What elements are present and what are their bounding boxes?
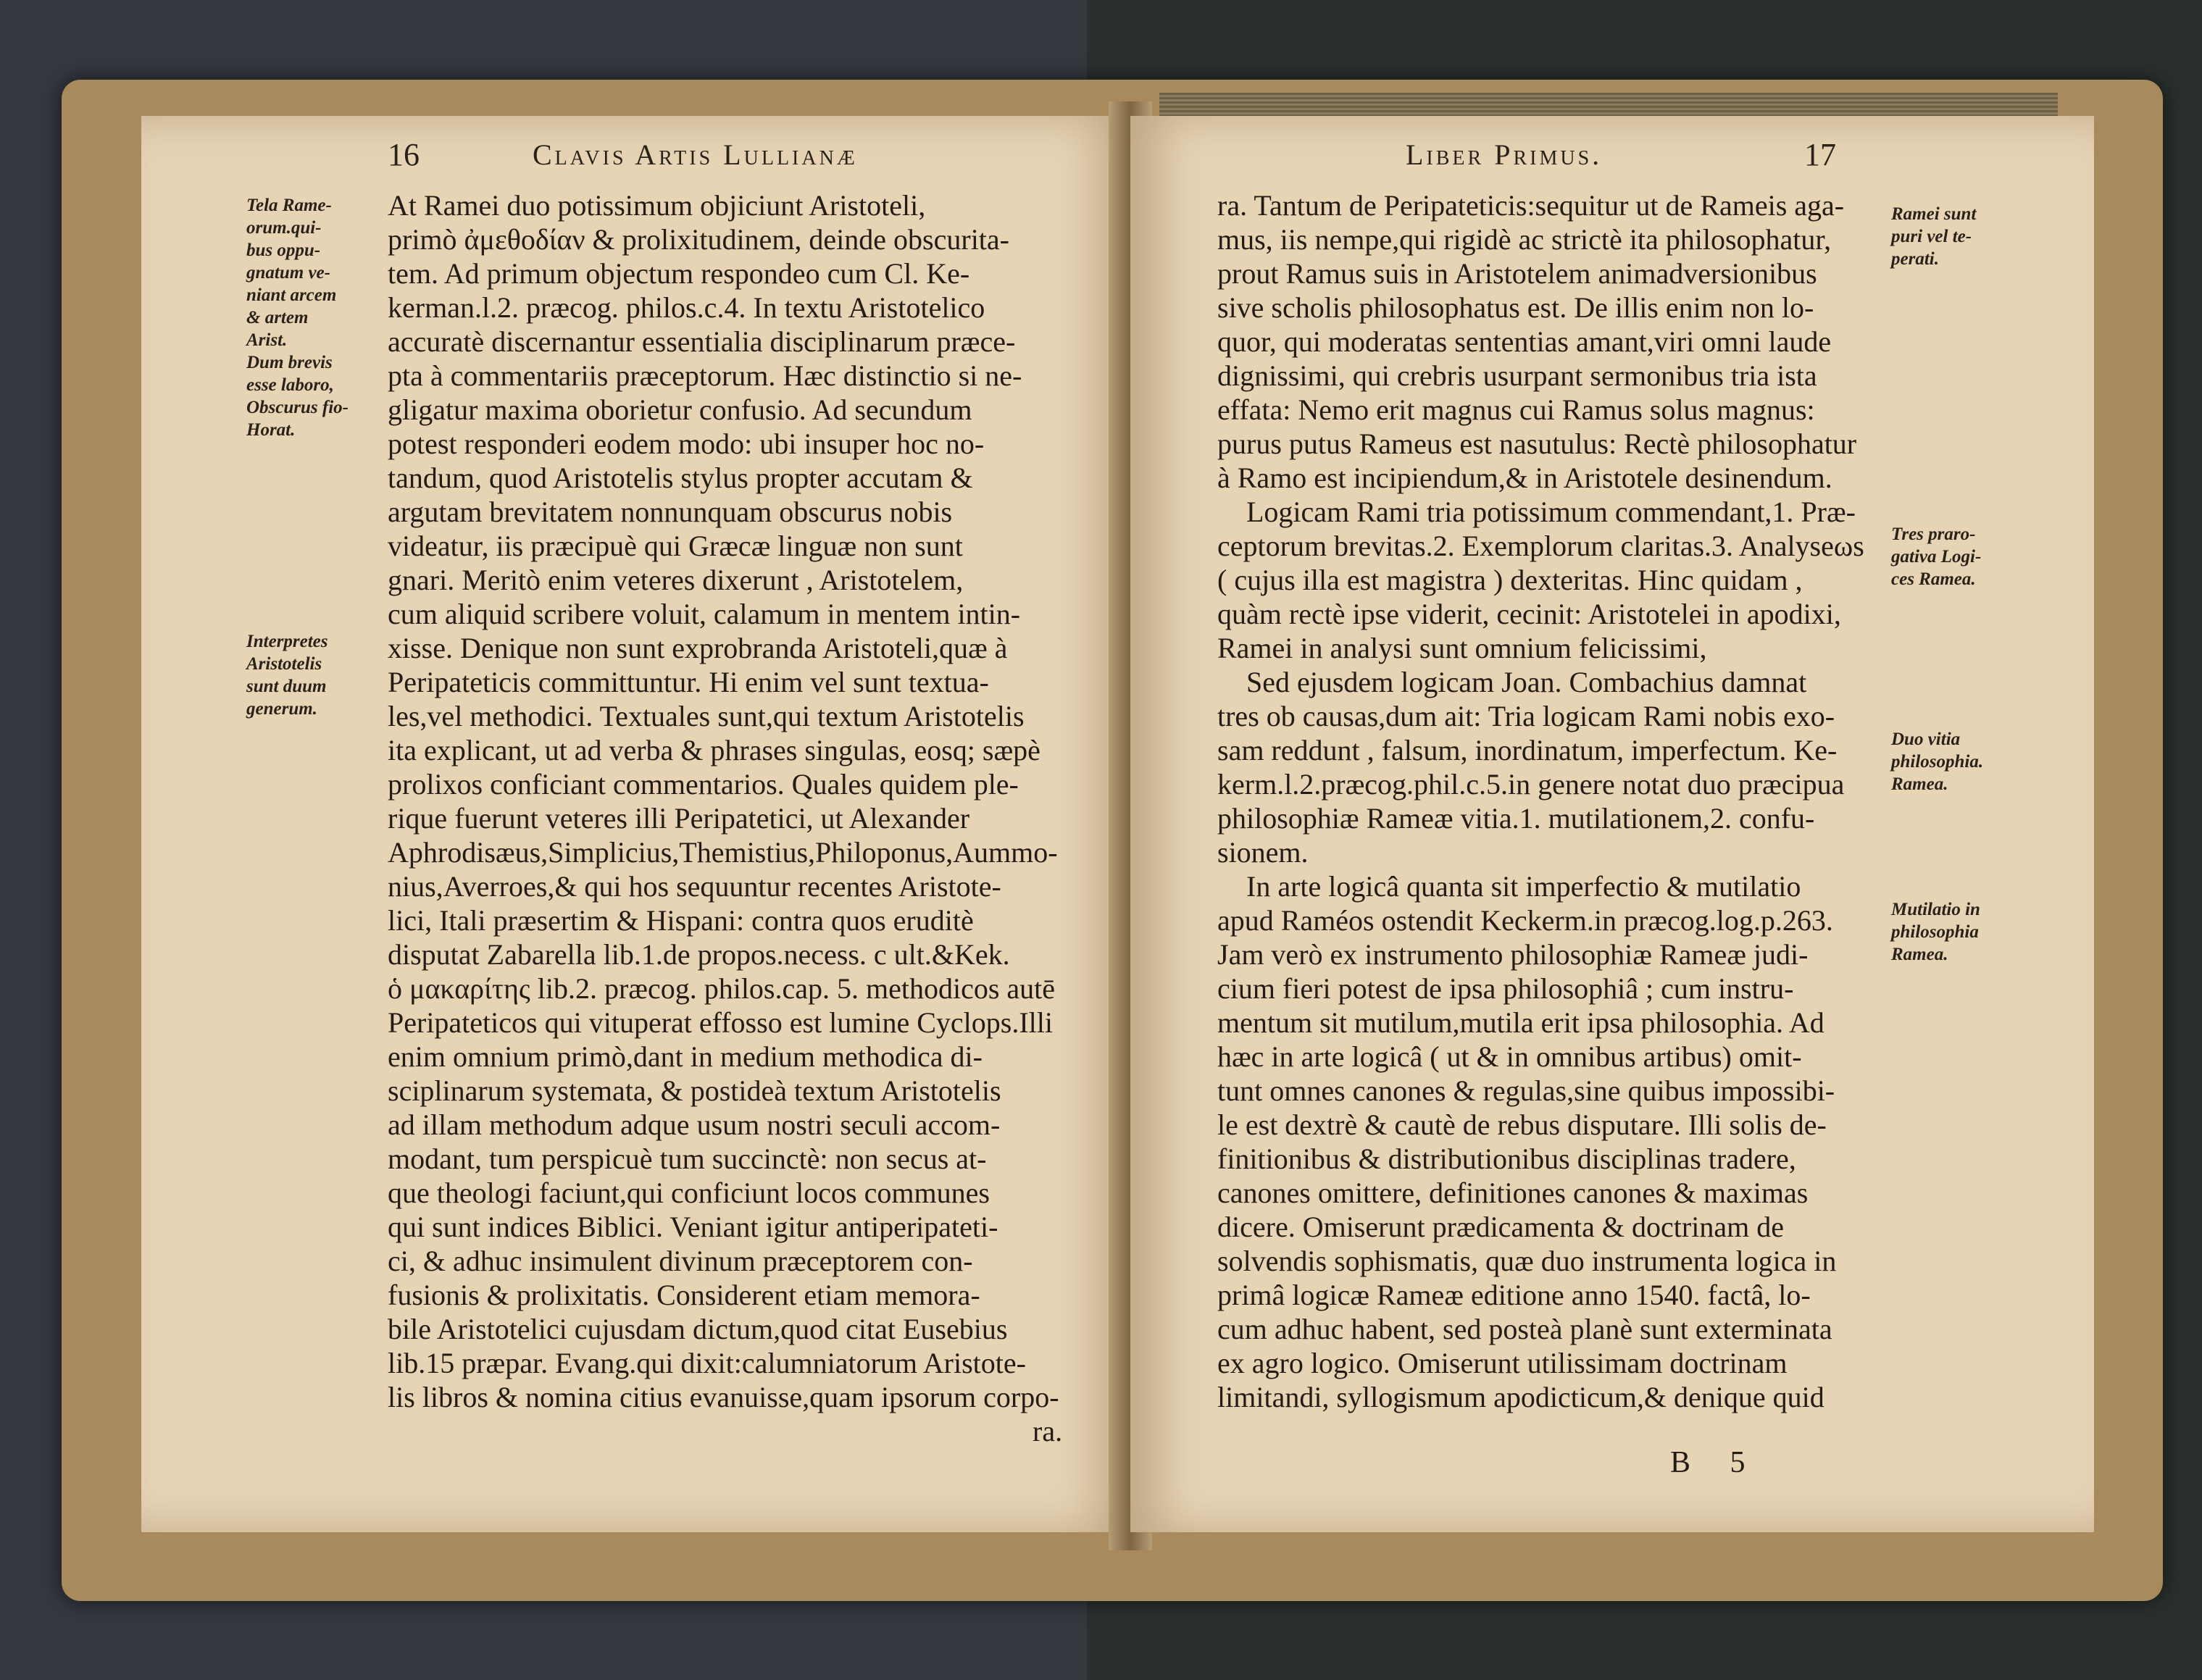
margin-note-line: sunt duum <box>246 677 327 696</box>
margin-note-line: Tres praro- <box>1891 525 1976 544</box>
text-line: bile Aristotelici cujusdam dictum,quod citat Eusebius <box>388 1313 1008 1345</box>
margin-note <box>1891 728 1983 795</box>
text-line: dicere. Omiserunt prædicamenta & doctrinam de <box>1217 1211 1784 1243</box>
margin-note-line: perati. <box>1891 249 1939 269</box>
margin-note-line: esse laboro, <box>246 375 334 395</box>
text-line: le est dextrè & cautè de rebus disputare. Illi solis de- <box>1217 1108 1827 1141</box>
text-line: cum aliquid scribere voluit, calamum in mentem intin- <box>388 598 1021 630</box>
margin-note <box>1891 203 1976 270</box>
right-page <box>1130 116 2094 1532</box>
text-line: Ramei in analysi sunt omnium felicissimi, <box>1217 632 1707 664</box>
text-line: mentum sit mutilum,mutila erit ipsa philosophia. Ad <box>1217 1006 1824 1039</box>
text-line: tem. Ad primum objectum respondeo cum Cl. Ke- <box>388 257 970 290</box>
margin-note-line: niant arcem <box>246 285 337 305</box>
page-number: 16 <box>388 137 420 172</box>
text-line: qui sunt indices Biblici. Veniant igitur antiperipateti- <box>388 1211 998 1243</box>
margin-note-line: Tela Rame- <box>246 196 332 215</box>
text-line: enim omnium primò,dant in medium methodica di- <box>388 1040 983 1073</box>
margin-note-line: generum. <box>246 699 317 719</box>
margin-note-line: & artem <box>246 308 309 327</box>
text-line: les,vel methodici. Textuales sunt,qui textum Aristotelis <box>388 700 1025 732</box>
margin-note <box>246 194 349 441</box>
text-line: lici, Itali præsertim & Hispani: contra quos eruditè <box>388 904 974 937</box>
text-line: mus, iis nempe,qui rigidè ac strictè ita philosophatur, <box>1217 223 1832 256</box>
text-line: cum adhuc habent, sed posteà planè sunt exterminata <box>1217 1313 1832 1345</box>
text-line: ὁ μακαρίτης lib.2. præcog. philos.cap. 5. methodicos autē <box>388 972 1056 1005</box>
margin-note <box>1891 898 1980 966</box>
text-line: Peripateticos qui vituperat effosso est lumine Cyclops.Illi <box>388 1006 1053 1039</box>
text-line: apud Raméos ostendit Keckerm.in præcog.log.p.263. <box>1217 904 1833 937</box>
margin-note-line: Ramei sunt <box>1891 204 1977 224</box>
text-line: purus putus Rameus est nasutulus: Rectè philosophatur <box>1217 427 1857 460</box>
margin-note-line: Ramea. <box>1891 945 1948 964</box>
text-line: Jam verò ex instrumento philosophiæ Rameæ judi- <box>1217 938 1809 971</box>
margin-note-line: orum.qui- <box>246 218 322 238</box>
running-head: Clavis Artis Lullianæ <box>533 138 858 171</box>
text-line: ex agro logico. Omiserunt utilissimam doctrinam <box>1217 1347 1788 1379</box>
text-line: argutam brevitatem nonnunquam obscurus nobis <box>388 496 953 528</box>
margin-note-line: Mutilatio in <box>1891 900 1980 919</box>
margin-note-line: philosophia <box>1891 922 1979 942</box>
margin-note-line: ces Ramea. <box>1891 569 1976 589</box>
margin-note-line: Horat. <box>246 420 296 440</box>
text-line: que theologi faciunt,qui conficiunt locos communes <box>388 1177 990 1209</box>
text-line: ra. Tantum de Peripateticis:sequitur ut de Rameis aga- <box>1217 189 1845 222</box>
running-head: Liber Primus. <box>1406 138 1603 171</box>
text-line: gnari. Meritò enim veteres dixerunt , Aristotelem, <box>388 564 964 596</box>
text-line: ci, & adhuc insimulent divinum præceptorem con- <box>388 1245 973 1277</box>
text-line: prolixos conficiant commentarios. Quales quidem ple- <box>388 768 1019 801</box>
text-line: potest responderi eodem modo: ubi insuper hoc no- <box>388 427 985 460</box>
page-number: 17 <box>1804 137 1836 172</box>
text-line: sive scholis philosophatus est. De illis enim non lo- <box>1217 291 1814 324</box>
text-line: sam reddunt , falsum, inordinatum, imperfectum. Ke- <box>1217 734 1838 766</box>
text-line: Peripateticis committuntur. Hi enim vel sunt textua- <box>388 666 989 698</box>
body-text <box>388 188 1098 1448</box>
text-line: videatur, iis præcipuè qui Græcæ linguæ non sunt <box>388 530 963 562</box>
left-page <box>141 116 1127 1532</box>
text-line: prout Ramus suis in Aristotelem animadversionibus <box>1217 257 1817 290</box>
text-line: modant, tum perspicuè tum succinctè: non secus at- <box>388 1142 987 1175</box>
text-line: lib.15 præpar. Evang.qui dixit:calumniatorum Aristote- <box>388 1347 1026 1379</box>
text-line: Sed ejusdem logicam Joan. Combachius damnat <box>1246 666 1807 698</box>
margin-note-line: Obscurus fio- <box>246 398 349 417</box>
text-line: limitandi, syllogismum apodicticum,& denique quid <box>1217 1381 1824 1413</box>
text-line: cium fieri potest de ipsa philosophiâ ; cum instru- <box>1217 972 1794 1005</box>
text-line: tres ob causas,dum ait: Tria logicam Rami nobis exo- <box>1217 700 1835 732</box>
text-line: lis libros & nomina citius evanuisse,quam ipsorum corpo- <box>388 1381 1059 1413</box>
text-line: quor, qui moderatas sententias amant,viri omni laude <box>1217 325 1832 358</box>
margin-note-line: bus oppu- <box>246 241 321 260</box>
margin-note <box>1891 523 1981 590</box>
text-line: finitionibus & distributionibus disciplinas tradere, <box>1217 1142 1796 1175</box>
text-line: gligatur maxima oborietur confusio. Ad secundum <box>388 393 972 426</box>
text-line: ita explicant, ut ad verba & phrases singulas, eosq; sæpè <box>388 734 1040 766</box>
text-line: canones omittere, definitiones canones & maximas <box>1217 1177 1809 1209</box>
text-line: pta à commentariis præceptorum. Hæc distinctio si ne- <box>388 359 1022 392</box>
catchword: ra. <box>1033 1415 1063 1447</box>
text-line: solvendis sophismatis, quæ duo instrumenta logica in <box>1217 1245 1837 1277</box>
text-line: hæc in arte logicâ ( ut & in omnibus artibus) omit- <box>1217 1040 1802 1073</box>
text-line: effata: Nemo erit magnus cui Ramus solus magnus: <box>1217 393 1815 426</box>
text-line: At Ramei duo potissimum objiciunt Aristoteli, <box>388 189 926 222</box>
text-line: primò ἀμεθοδίαν & prolixitudinem, deinde obscurita- <box>388 223 1009 256</box>
margin-note <box>246 630 328 720</box>
margin-note-line: Interpretes <box>246 632 328 651</box>
text-line: nius,Averroes,& qui hos sequuntur recentes Aristote- <box>388 870 1001 903</box>
text-line: rique fuerunt veteres illi Peripatetici, ut Alexander <box>388 802 970 835</box>
margin-note-line: gnatum ve- <box>246 263 330 283</box>
text-line: In arte logicâ quanta sit imperfectio & mutilatio <box>1246 870 1801 903</box>
text-line: Logicam Rami tria potissimum commendant,1. Præ- <box>1246 496 1856 528</box>
margin-note-line: Arist. <box>246 330 288 350</box>
text-line: xisse. Denique non sunt exprobranda Aristoteli,quæ à <box>388 632 1008 664</box>
margin-note-line: puri vel te- <box>1891 227 1972 246</box>
text-line: ad illam methodum adque usum nostri seculi accom- <box>388 1108 1001 1141</box>
text-line: Aphrodisæus,Simplicius,Themistius,Philoponus,Aummo- <box>388 836 1058 869</box>
text-line: fusionis & prolixitatis. Considerent etiam memora- <box>388 1279 980 1311</box>
body-text <box>1217 188 1891 1414</box>
margin-note-line: gativa Logi- <box>1891 547 1982 567</box>
text-line: philosophiæ Rameæ vitia.1. mutilationem,2. confu- <box>1217 802 1815 835</box>
text-line: quàm rectè ipse viderit, cecinit: Aristotelei in apodixi, <box>1217 598 1841 630</box>
margin-note-line: Aristotelis <box>246 654 322 674</box>
text-line: ceptorum brevitas.2. Exemplorum claritas.3. Analyseωs <box>1217 530 1864 562</box>
margin-note-line: philosophia. <box>1891 752 1984 772</box>
margin-note-line: Dum brevis <box>246 353 333 372</box>
text-line: à Ramo est incipiendum,& in Aristotele desinendum. <box>1217 461 1832 494</box>
text-line: accuratè discernantur essentialia disciplinarum præce- <box>388 325 1016 358</box>
text-line: dignissimi, qui crebris usurpant sermonibus tria ista <box>1217 359 1817 392</box>
text-line: tandum, quod Aristotelis stylus propter accutam & <box>388 461 973 494</box>
text-line: sionem. <box>1217 836 1309 869</box>
margin-note-line: Ramea. <box>1891 774 1948 794</box>
text-line: kerman.l.2. præcog. philos.c.4. In textu Aristotelico <box>388 291 985 324</box>
signature-mark: B 5 <box>1670 1446 1761 1479</box>
text-line: disputat Zabarella lib.1.de propos.necess. c ult.&Kek. <box>388 938 1010 971</box>
text-line: ( cujus illa est magistra ) dexteritas. Hinc quidam , <box>1217 564 1803 596</box>
text-line: primâ logicæ Rameæ editione anno 1540. factâ, lo- <box>1217 1279 1811 1311</box>
margin-note-line: Duo vitia <box>1891 730 1961 749</box>
text-line: tunt omnes canones & regulas,sine quibus impossibi- <box>1217 1074 1835 1107</box>
text-line: kerm.l.2.præcog.phil.c.5.in genere notat duo præcipua <box>1217 768 1845 801</box>
text-line: sciplinarum systemata, & postideà textum Aristotelis <box>388 1074 1001 1107</box>
